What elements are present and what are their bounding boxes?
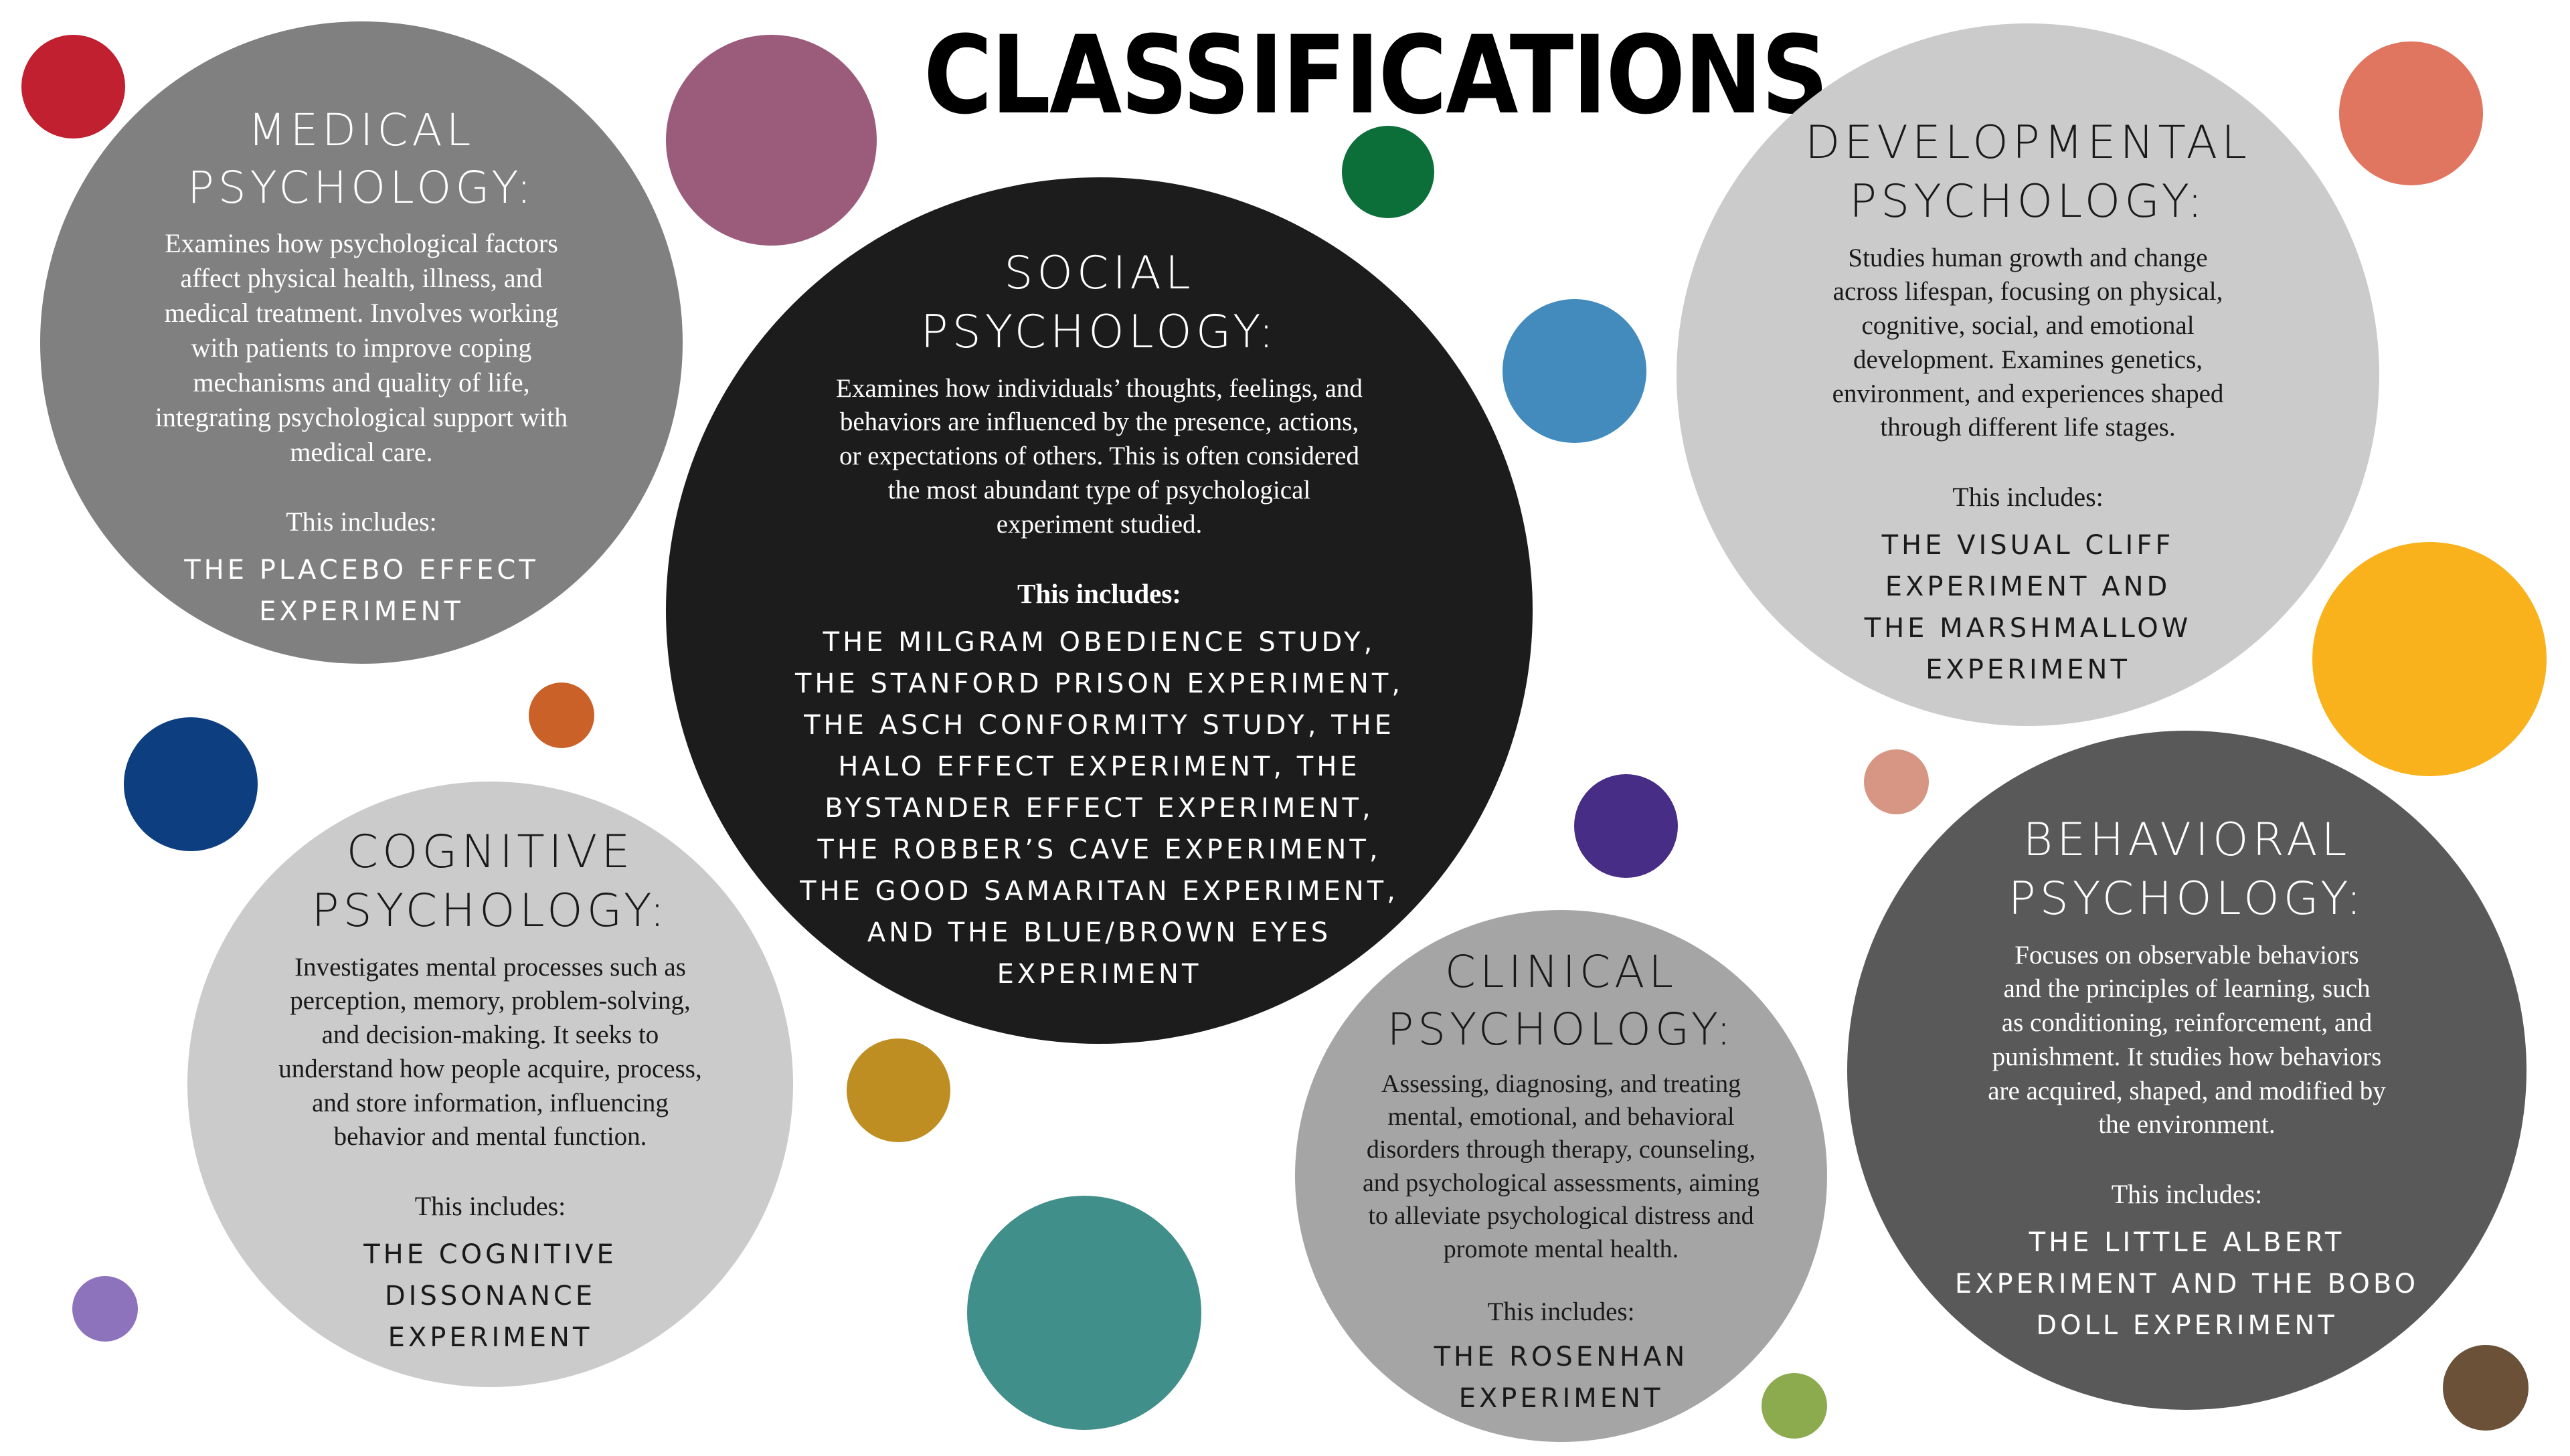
circle-title: SOCIAL PSYCHOLOGY: — [920, 247, 1278, 359]
medical-psychology-circle — [40, 21, 683, 664]
decorative-dot — [1574, 774, 1678, 878]
decorative-dot — [1503, 299, 1646, 443]
decorative-dot — [666, 35, 877, 246]
experiment-list: THE LITTLE ALBERT EXPERIMENT AND THE BOBO DOLL EXPERIMENT — [1954, 1226, 2419, 1341]
experiment-list: THE MILGRAM OBEDIENCE STUDY, THE STANFORD PRISON EXPERIMENT, THE ASCH CONFORMITY STUDY, THE HALO EFFECT EXPERIMENT, THE BYSTANDER EFFECT EXPERIMENT, THE ROBBER’S CAVE EXPERIMENT, THE GOOD SAMARITAN EXPERIMENT, AND THE BLUE/BROWN EYES EXPERIMENT — [794, 627, 1404, 990]
clinical-psychology-circle — [1295, 910, 1827, 1442]
page-title: CLASSIFICATIONS — [924, 13, 1828, 139]
circle-title: BEHAVIORAL PSYCHOLOGY: — [2008, 814, 2366, 926]
includes-label: This includes: — [1017, 578, 1181, 610]
decorative-dot — [529, 682, 594, 748]
decorative-dot — [967, 1196, 1201, 1430]
decorative-dot — [2339, 41, 2483, 185]
decorative-dot — [2443, 1345, 2529, 1431]
circle-description: Investigates mental processes such as perception, memory, problem-solving, and decision-making. It seeks to understand how people acquire, process, and store information, influencing behavior and mental function. — [278, 952, 702, 1152]
includes-label: This includes: — [1487, 1297, 1635, 1326]
includes-label: This includes: — [414, 1190, 566, 1221]
experiment-list: THE VISUAL CLIFF EXPERIMENT AND THE MARSHMALLOW EXPERIMENT — [1864, 529, 2192, 685]
decorative-dot — [847, 1038, 950, 1142]
circle-description: Focuses on observable behaviors and the principles of learning, such as conditioning, reinforcement, and punishment. It studies how behaviors are acquired, shaped, and modified by the environment. — [1988, 940, 2386, 1140]
includes-label: This includes: — [1952, 481, 2104, 512]
developmental-psychology-circle — [1677, 23, 2379, 726]
circle-title: DEVELOPMENTAL PSYCHOLOGY: — [1805, 116, 2251, 229]
behavioral-psychology-circle — [1847, 731, 2526, 1410]
cognitive-psychology-circle — [187, 782, 793, 1387]
social-psychology-circle — [666, 177, 1533, 1044]
circle-title: COGNITIVE PSYCHOLOGY: — [311, 826, 669, 938]
decorative-dot — [72, 1276, 138, 1342]
experiment-list: THE PLACEBO EFFECT EXPERIMENT — [184, 554, 539, 627]
experiment-list: THE COGNITIVE DISSONANCE EXPERIMENT — [363, 1239, 617, 1353]
decorative-dot — [21, 35, 125, 139]
includes-label: This includes: — [286, 506, 437, 537]
circle-title: MEDICAL PSYCHOLOGY: — [187, 104, 536, 213]
decorative-dot — [1864, 749, 1929, 814]
circle-title: CLINICAL PSYCHOLOGY: — [1387, 946, 1735, 1055]
circle-description: Examines how individuals’ thoughts, feelings, and behaviors are influenced by the presence, actions, or expectations of others. This is often considered the most abundant type of psychological experiment studied. — [836, 373, 1363, 539]
circle-description: Studies human growth and change across lifespan, focusing on physical, cognitive, social, and emotional development. Examines genetics, environment, and experiences shaped through different life stages. — [1832, 243, 2224, 442]
circle-description: Assessing, diagnosing, and treating mental, emotional, and behavioral disorders through therapy, counseling, and psychological assessments, aiming to alleviate psychological distress and promote mental health. — [1362, 1069, 1760, 1263]
decorative-dot — [124, 717, 258, 851]
experiment-list: THE ROSENHAN EXPERIMENT — [1434, 1341, 1689, 1414]
circle-description: Examines how psychological factors affect physical health, illness, and medical treatment. Involves working with patients to improve coping mechanisms and quality of life, integrating psychological support with medical care. — [155, 227, 568, 467]
decorative-dot — [2312, 542, 2547, 776]
includes-label: This includes: — [2111, 1178, 2263, 1209]
decorative-dot — [1762, 1373, 1827, 1439]
